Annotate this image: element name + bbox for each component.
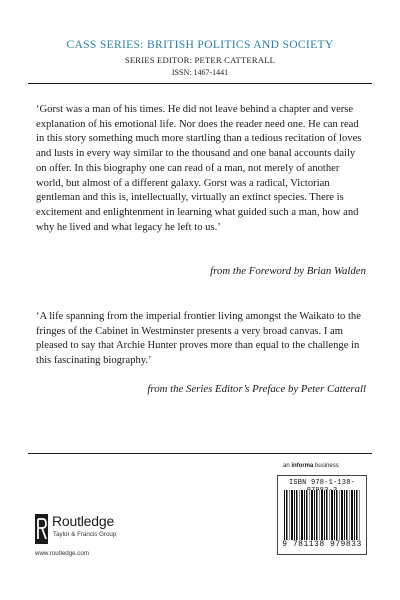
informa-business-label <box>283 463 339 469</box>
top-divider <box>28 83 372 84</box>
barcode-digits: 9 781138 979833 <box>282 540 362 549</box>
publisher-url: www.routledge.com <box>35 550 89 557</box>
preface-quote: ‘A life spanning from the imperial frontier living amongst the Waikato to the fringes of the Cabinet in Westminster presents a very broad canvas. I am pleased to say that Archie Hunter proves more than equal to the challenge in this fascinating biography.’ <box>36 311 361 367</box>
informa-suffix: business <box>313 463 339 469</box>
publisher-group: Taylor & Francis Group <box>53 531 117 538</box>
routledge-logo-icon <box>35 514 48 544</box>
foreword-quote: ‘Gorst was a man of his times. He did not leave behind a chapter and verse explanation of his emotional life. Nor does the reader need one. He can read in this story something much more startling than a tedious recitation of loves and lusts in every way similar to the thousand and one banal accounts daily on offer. In this biography one can read of a man, not merely of another world, but almost of a different galaxy. Gorst was a radical, Victorian gentleman and this is, intellectually, virtually an extinct species. There is excitement and enlightenment in learning what guided such a man, how and why he lived and what legacy he left to us.’ <box>36 104 362 233</box>
series-editor: SERIES EDITOR: PETER CATTERALL <box>124 55 276 65</box>
issn: ISSN: 1467-1441 <box>171 68 229 77</box>
publisher-name: Routledge <box>52 513 115 529</box>
preface-attribution: from the Series Editor’s Preface by Peter Catterall <box>147 383 366 395</box>
bottom-divider <box>28 453 372 454</box>
informa-name: informa <box>291 463 314 469</box>
isbn-label: ISBN 978-1-138- <box>288 479 355 487</box>
barcode <box>277 475 367 555</box>
barcode-bars <box>284 490 361 540</box>
series-title: CASS SERIES: BRITISH POLITICS AND SOCIETY <box>66 38 334 51</box>
informa-prefix: an <box>283 463 292 469</box>
foreword-attribution: from the Foreword by Brian Walden <box>210 265 366 277</box>
